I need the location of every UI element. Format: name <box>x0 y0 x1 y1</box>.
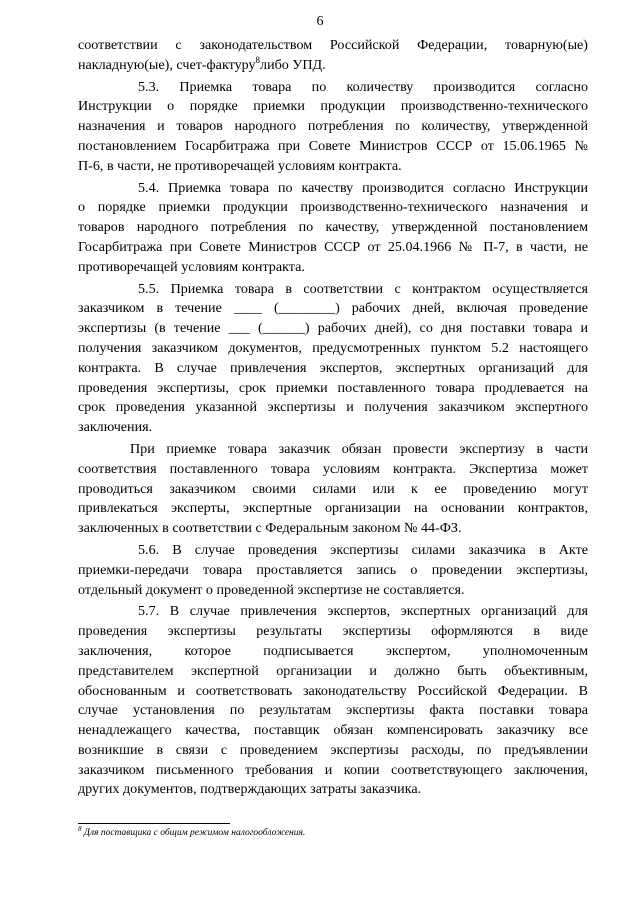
text-line: обоснованным и соответствовать законодательству Российской Федерации. В <box>78 682 588 699</box>
text-line: заказчиком в течение ____ (________) рабочих дней, включая проведение <box>78 300 588 317</box>
text-line: постановлением Госарбитража при Совете Министров СССР от 15.06.1965 № <box>78 137 588 154</box>
text-line: приемки-передачи товара проставляется запись о проведении экспертизы, <box>78 561 588 578</box>
text-line: Инструкции о порядке приемки продукции производственно-технического <box>78 98 588 115</box>
footnote-marker: 8 <box>78 825 82 833</box>
text-line: Госарбитража при Совете Министров СССР от 25.04.1966 № П-7, в части, не <box>78 238 588 255</box>
text-line: заключения, которое подписывается экспертом, уполномоченным <box>78 642 588 659</box>
paragraph-intro <box>78 36 588 76</box>
clause-5-6 <box>78 541 588 600</box>
footnote-divider <box>78 823 230 824</box>
text-line: накладную(ые), счет-фактуру$^8$либо УПД. <box>78 54 326 73</box>
text-line: отдельный документ о проведенной экспертизе не составляется. <box>78 581 465 598</box>
text-line: ненадлежащего качества, поставщик обязан компенсировать заказчику все <box>78 722 588 739</box>
text-line: 5.4. Приемка товара по качеству производится согласно Инструкции <box>138 179 588 196</box>
footnote <box>78 827 588 839</box>
text-line: о порядке приемки продукции производственно-технического назначения и <box>78 199 588 216</box>
text-line: случае установления по результатам экспертизы факта поставки товара <box>78 702 588 719</box>
text-line: срок проведения указанной экспертизы и получения заказчиком экспертного <box>78 399 588 416</box>
footnote-text: Для поставщика с общим режимом налогообложения. <box>83 828 306 838</box>
paragraph-expertise <box>78 440 588 539</box>
text-line: противоречащей условиям контракта. <box>78 258 305 275</box>
text-line: При приемке товара заказчик обязан провести экспертизу в части <box>130 440 588 457</box>
text-line: заказчиком письменного требования и копии соответствующего заключения, <box>78 761 588 778</box>
text-line: соответствия поставленного товара условиям контракта. Экспертиза может <box>78 460 588 477</box>
text-line: представителем экспертной организации и должно быть объективным, <box>78 662 588 679</box>
clause-5-7 <box>78 602 588 800</box>
text-line: товаров народного потребления по качеству, утвержденной постановлением <box>78 219 588 236</box>
text-line: других документов, подтверждающих затраты заказчика. <box>78 781 422 798</box>
text-line: контракта. В случае привлечения экспертов, экспертных организаций для <box>78 359 588 376</box>
text-line: заключенных в соответствии с Федеральным законом № 44-ФЗ. <box>78 520 462 537</box>
text-line: соответствии с законодательством Российской Федерации, товарную(ые) <box>78 37 588 53</box>
text-line: заключения. <box>78 419 153 436</box>
text-line: назначения и товаров народного потребления по количеству, утвержденной <box>78 118 588 135</box>
text-line: проведения экспертизы, срок приемки поставленного товара продлевается на <box>78 379 588 396</box>
text-line: получения заказчиком документов, предусмотренных пунктом 5.2 настоящего <box>78 339 588 356</box>
text-line: 5.7. В случае привлечения экспертов, экспертных организаций для <box>138 603 588 620</box>
document-body <box>78 36 588 800</box>
text-line: возникшие в связи с проведением экспертизы расходы, по предъявлении <box>78 741 588 758</box>
clause-5-5 <box>78 280 588 438</box>
text-line: привлекаться эксперты, экспертные организации на основании контрактов, <box>78 500 588 517</box>
clause-5-4 <box>78 179 588 278</box>
text-line: экспертизы (в течение ___ (______) рабочих дней), со дня поставки товара и <box>78 320 588 337</box>
text-line: 5.3. Приемка товара по количеству производится согласно <box>138 78 588 95</box>
text-line: 5.5. Приемка товара в соответствии с контрактом осуществляется <box>138 280 588 297</box>
page-number: 6 <box>316 14 324 29</box>
footnote-reference: 8 <box>255 54 261 65</box>
text-line: П-6, в части, не противоречащей условиям контракта. <box>78 157 402 174</box>
text-line: проведения экспертизы результаты экспертизы оформляются в виде <box>78 623 588 640</box>
clause-5-3 <box>78 78 588 177</box>
text-line: 5.6. В случае проведения экспертизы силами заказчика в Акте <box>138 541 588 558</box>
text-line: проводиться заказчиком своими силами или к ее проведению могут <box>78 480 588 497</box>
